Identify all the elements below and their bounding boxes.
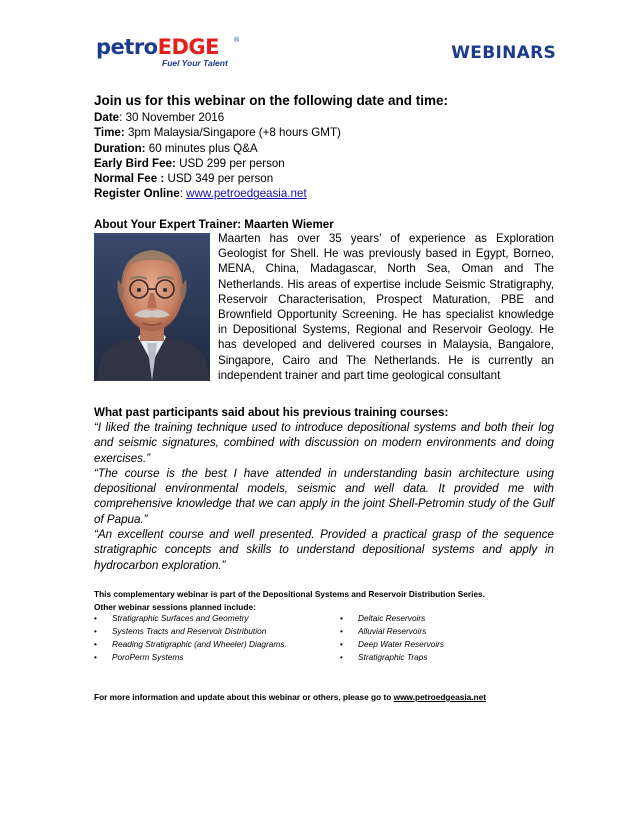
sessions-list-left bbox=[94, 612, 308, 664]
series-line-2: Other webinar sessions planned include: bbox=[94, 601, 256, 612]
duration-row bbox=[94, 141, 554, 156]
duration-label: Duration: bbox=[94, 141, 146, 155]
sessions-list-right bbox=[340, 612, 540, 664]
logo-wordmark bbox=[96, 36, 219, 58]
time-row bbox=[94, 125, 554, 140]
session-item: • Systems Tracts and Reservoir Distribution bbox=[94, 625, 308, 638]
date-value: : 30 November 2016 bbox=[119, 111, 225, 124]
session-item: • PoroPerm Systems bbox=[94, 651, 308, 664]
footer-text: For more information and update about this webinar or others, please go to bbox=[94, 692, 394, 702]
session-item: • Reading Stratigraphic (and Wheeler) Diagrams. bbox=[94, 638, 308, 651]
trainer-photo bbox=[94, 233, 210, 381]
footer-link[interactable]: www.petroedgeasia.net bbox=[393, 692, 487, 702]
page-title: WEBINARS bbox=[451, 43, 556, 63]
date-row bbox=[94, 110, 554, 125]
logo-tagline: Fuel Your Talent bbox=[162, 58, 228, 68]
session-item: • Alluvial Reservoirs bbox=[340, 625, 540, 638]
logo-edge: EDGE bbox=[157, 35, 219, 59]
registered-mark: ® bbox=[234, 37, 240, 44]
duration-value: 60 minutes plus Q&A bbox=[145, 141, 258, 155]
trainer-heading: About Your Expert Trainer: Maarten Wiemer bbox=[94, 218, 334, 231]
normal-fee-row bbox=[94, 171, 554, 186]
testimonials bbox=[94, 420, 554, 573]
register-link[interactable]: www.petroedgeasia.net bbox=[186, 187, 307, 201]
early-bird-label: Early Bird Fee: bbox=[94, 156, 176, 170]
date-label: Date bbox=[94, 111, 120, 124]
time-label: Time: bbox=[94, 126, 125, 140]
normal-fee-value: USD 349 per person bbox=[164, 172, 274, 186]
register-separator: : bbox=[179, 187, 187, 201]
time-value: 3pm Malaysia/Singapore (+8 hours GMT) bbox=[124, 126, 341, 140]
session-item: • Deep Water Reservoirs bbox=[340, 638, 540, 651]
testimonials-heading: What past participants said about his previous training courses: bbox=[94, 406, 449, 419]
testimonial-quote: “I liked the training technique used to introduce depositional systems and both their log and seismic signatures, combined with discussion on modern environments and doing exercises.” bbox=[94, 421, 554, 465]
webinar-details bbox=[94, 110, 554, 202]
session-item: • Deltaic Reservoirs bbox=[340, 612, 540, 625]
testimonial-quote: “An excellent course and well presented. Provided a practical grasp of the sequence stratigraphic concepts and skills to understand depositional systems and apply in hydrocarbon exploration.” bbox=[94, 528, 554, 572]
session-item: • Stratigraphic Surfaces and Geometry bbox=[94, 612, 308, 625]
trainer-bio: Maarten has over 35 years’ of experience as Exploration Geologist for Shell. He was previously based in Egypt, Borneo, MENA, China, Madagascar, North Sea, Oman and The Netherlands. His areas of expertise include Seismic Stratigraphy, Reservoir Characterisation, Prospect Maturation, PBE and Brownfield Opportunity Screening. He has specialist knowledge in Depositional Systems, Regional and Reservoir Geology. He has developed and delivered courses in Malaysia, Bangalore, Singapore, Cairo and The Netherlands. He is currently an independent trainer and part time geological consultant bbox=[218, 232, 554, 382]
series-intro bbox=[94, 588, 554, 613]
register-row bbox=[94, 186, 554, 201]
normal-fee-label: Normal Fee : bbox=[94, 172, 165, 186]
footer-more-info bbox=[94, 691, 554, 703]
petroedge-logo bbox=[96, 36, 246, 72]
testimonial-quote: “The course is the best I have attended in understanding basin architecture using depositional environmental models, seismic and well data. It provided me with comprehensive knowledge that we can apply in the joint Shell-Petromin study of the Gulf of Papua.” bbox=[94, 466, 554, 526]
early-bird-row bbox=[94, 156, 554, 171]
early-bird-value: USD 299 per person bbox=[175, 156, 285, 170]
register-label: Register Online bbox=[94, 187, 180, 201]
session-item: • Stratigraphic Traps bbox=[340, 651, 540, 664]
webinar-heading: Join us for this webinar on the following date and time: bbox=[94, 93, 449, 108]
logo-petro: petro bbox=[96, 35, 158, 59]
series-line-1: This complementary webinar is part of the Depositional Systems and Reservoir Distribution Series. bbox=[94, 589, 485, 599]
